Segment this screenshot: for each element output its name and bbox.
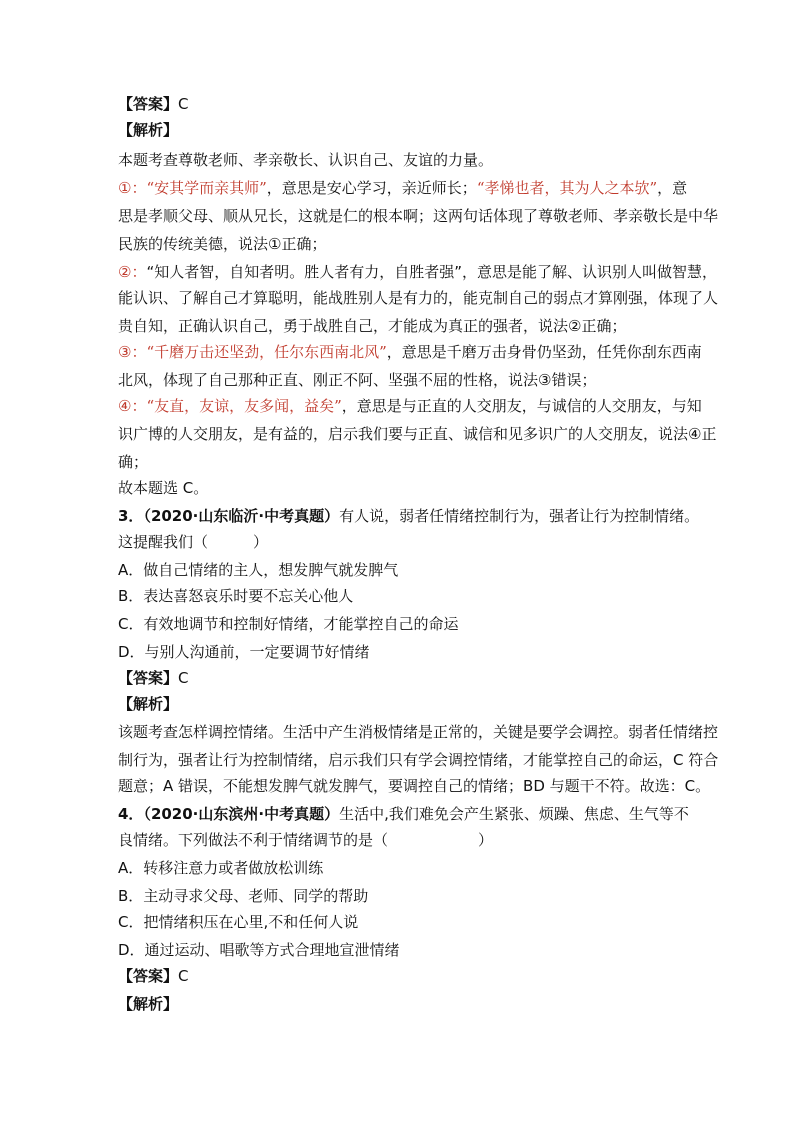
question-4-stem-line-2: 良情绪。下列做法不利于情绪调节的是（ ） (118, 831, 494, 849)
point-4 (118, 396, 702, 416)
question-3-stem-line-2: 这提醒我们（ ） (118, 533, 269, 551)
question-3-analysis-line-3: 题意；A 错误，不能想发脾气就发脾气，要调控自己的情绪；BD 与题干不符。故选：C。 (118, 777, 711, 795)
question-4-option-d: D．通过运动、唱歌等方式合理地宣泄情绪 (118, 941, 400, 959)
answer-row (118, 94, 189, 114)
question-4-analysis-label: 【解析】 (118, 995, 179, 1013)
point-1-text: ，意思是安心学习，亲近师长； (266, 179, 477, 197)
point-1-line-3: 民族的传统美德，说法①正确； (118, 235, 327, 253)
question-3-source: （2020·山东临沂·中考真题） (143, 507, 340, 525)
analysis-intro: 本题考查尊敬老师、孝亲敬长、认识自己、友谊的力量。 (118, 151, 494, 169)
point-1-text-end: ，意 (657, 179, 688, 197)
question-3-analysis-label: 【解析】 (118, 695, 179, 713)
point-4-line-2: 识广博的人交朋友，是有益的，启示我们要与正直、诚信和见多识广的人交朋友，说法④正 (118, 425, 717, 443)
question-3-option-b: B．表达喜怒哀乐时要不忘关心他人 (118, 587, 354, 605)
point-2-number: ②： (118, 263, 147, 281)
point-1 (118, 178, 687, 198)
question-3-text: 有人说，弱者任情绪控制行为，强者让行为控制情绪。 (339, 507, 700, 525)
question-4-source: （2020·山东滨州·中考真题） (143, 805, 340, 823)
question-3-option-d: D．与别人沟通前，一定要调节好情绪 (118, 643, 370, 661)
question-4-answer (118, 966, 189, 986)
answer-value: C (178, 967, 189, 985)
point-1-number: ①： (118, 179, 147, 197)
point-3-quote: “千磨万击还坚劲，任尔东西南北风” (146, 343, 387, 361)
point-2-line-3: 贵自知，正确认识自己，勇于战胜自己，才能成为真正的强者，说法②正确； (118, 317, 627, 335)
question-3-stem (118, 506, 699, 526)
answer-label: 【答案】 (118, 669, 179, 687)
question-3-analysis-line-2: 制行为，强者让行为控制情绪，启示我们只有学会调控情绪，才能掌控自己的命运，C 符合 (118, 751, 719, 769)
question-4-option-a: A．转移注意力或者做放松训练 (118, 859, 324, 877)
point-2 (118, 262, 717, 282)
point-4-number: ④： (118, 397, 147, 415)
question-3-answer (118, 668, 189, 688)
point-4-quote: “友直，友谅，友多闻，益矣” (146, 397, 342, 415)
conclusion: 故本题选 C。 (118, 479, 209, 497)
point-2-text: “知人者智，自知者明。胜人者有力，自胜者强”，意思是能了解、认识别人叫做智慧， (146, 263, 717, 281)
question-3-analysis-line-1: 该题考查怎样调控情绪。生活中产生消极情绪是正常的，关键是要学会调控。弱者任情绪控 (118, 723, 719, 741)
point-4-line-3: 确； (118, 453, 149, 471)
point-3 (118, 342, 702, 362)
point-1-quote-2: “孝悌也者，其为人之本欤” (476, 179, 658, 197)
question-4-number: 4． (118, 805, 144, 823)
point-1-line-2: 思是孝顺父母、顺从兄长，这就是仁的根本啊；这两句话体现了尊敬老师、孝亲敬长是中华 (118, 207, 719, 225)
question-4-option-b: B．主动寻求父母、老师、同学的帮助 (118, 887, 369, 905)
question-4-text: 生活中,我们难免会产生紧张、烦躁、焦虑、生气等不 (339, 805, 689, 823)
analysis-label: 【解析】 (118, 121, 179, 139)
answer-label: 【答案】 (118, 95, 179, 113)
question-3-number: 3． (118, 507, 144, 525)
answer-value: C (178, 669, 189, 687)
point-4-text: ，意思是与正直的人交朋友，与诚信的人交朋友，与知 (341, 397, 702, 415)
point-3-line-2: 北风，体现了自己那种正直、刚正不阿、坚强不屈的性格，说法③错误； (118, 371, 597, 389)
question-4-stem (118, 804, 689, 824)
point-3-text: ，意思是千磨万击身骨仍坚劲，任凭你刮东西南 (386, 343, 702, 361)
answer-label: 【答案】 (118, 967, 179, 985)
question-3-option-a: A．做自己情绪的主人，想发脾气就发脾气 (118, 561, 399, 579)
point-2-line-2: 能认识、了解自己才算聪明，能战胜别人是有力的，能克制自己的弱点才算刚强，体现了人 (118, 289, 719, 307)
answer-value: C (178, 95, 189, 113)
point-3-number: ③： (118, 343, 147, 361)
question-4-option-c: C．把情绪积压在心里,不和任何人说 (118, 913, 359, 931)
question-3-option-c: C．有效地调节和控制好情绪，才能掌控自己的命运 (118, 615, 459, 633)
point-1-quote: “安其学而亲其师” (146, 179, 267, 197)
